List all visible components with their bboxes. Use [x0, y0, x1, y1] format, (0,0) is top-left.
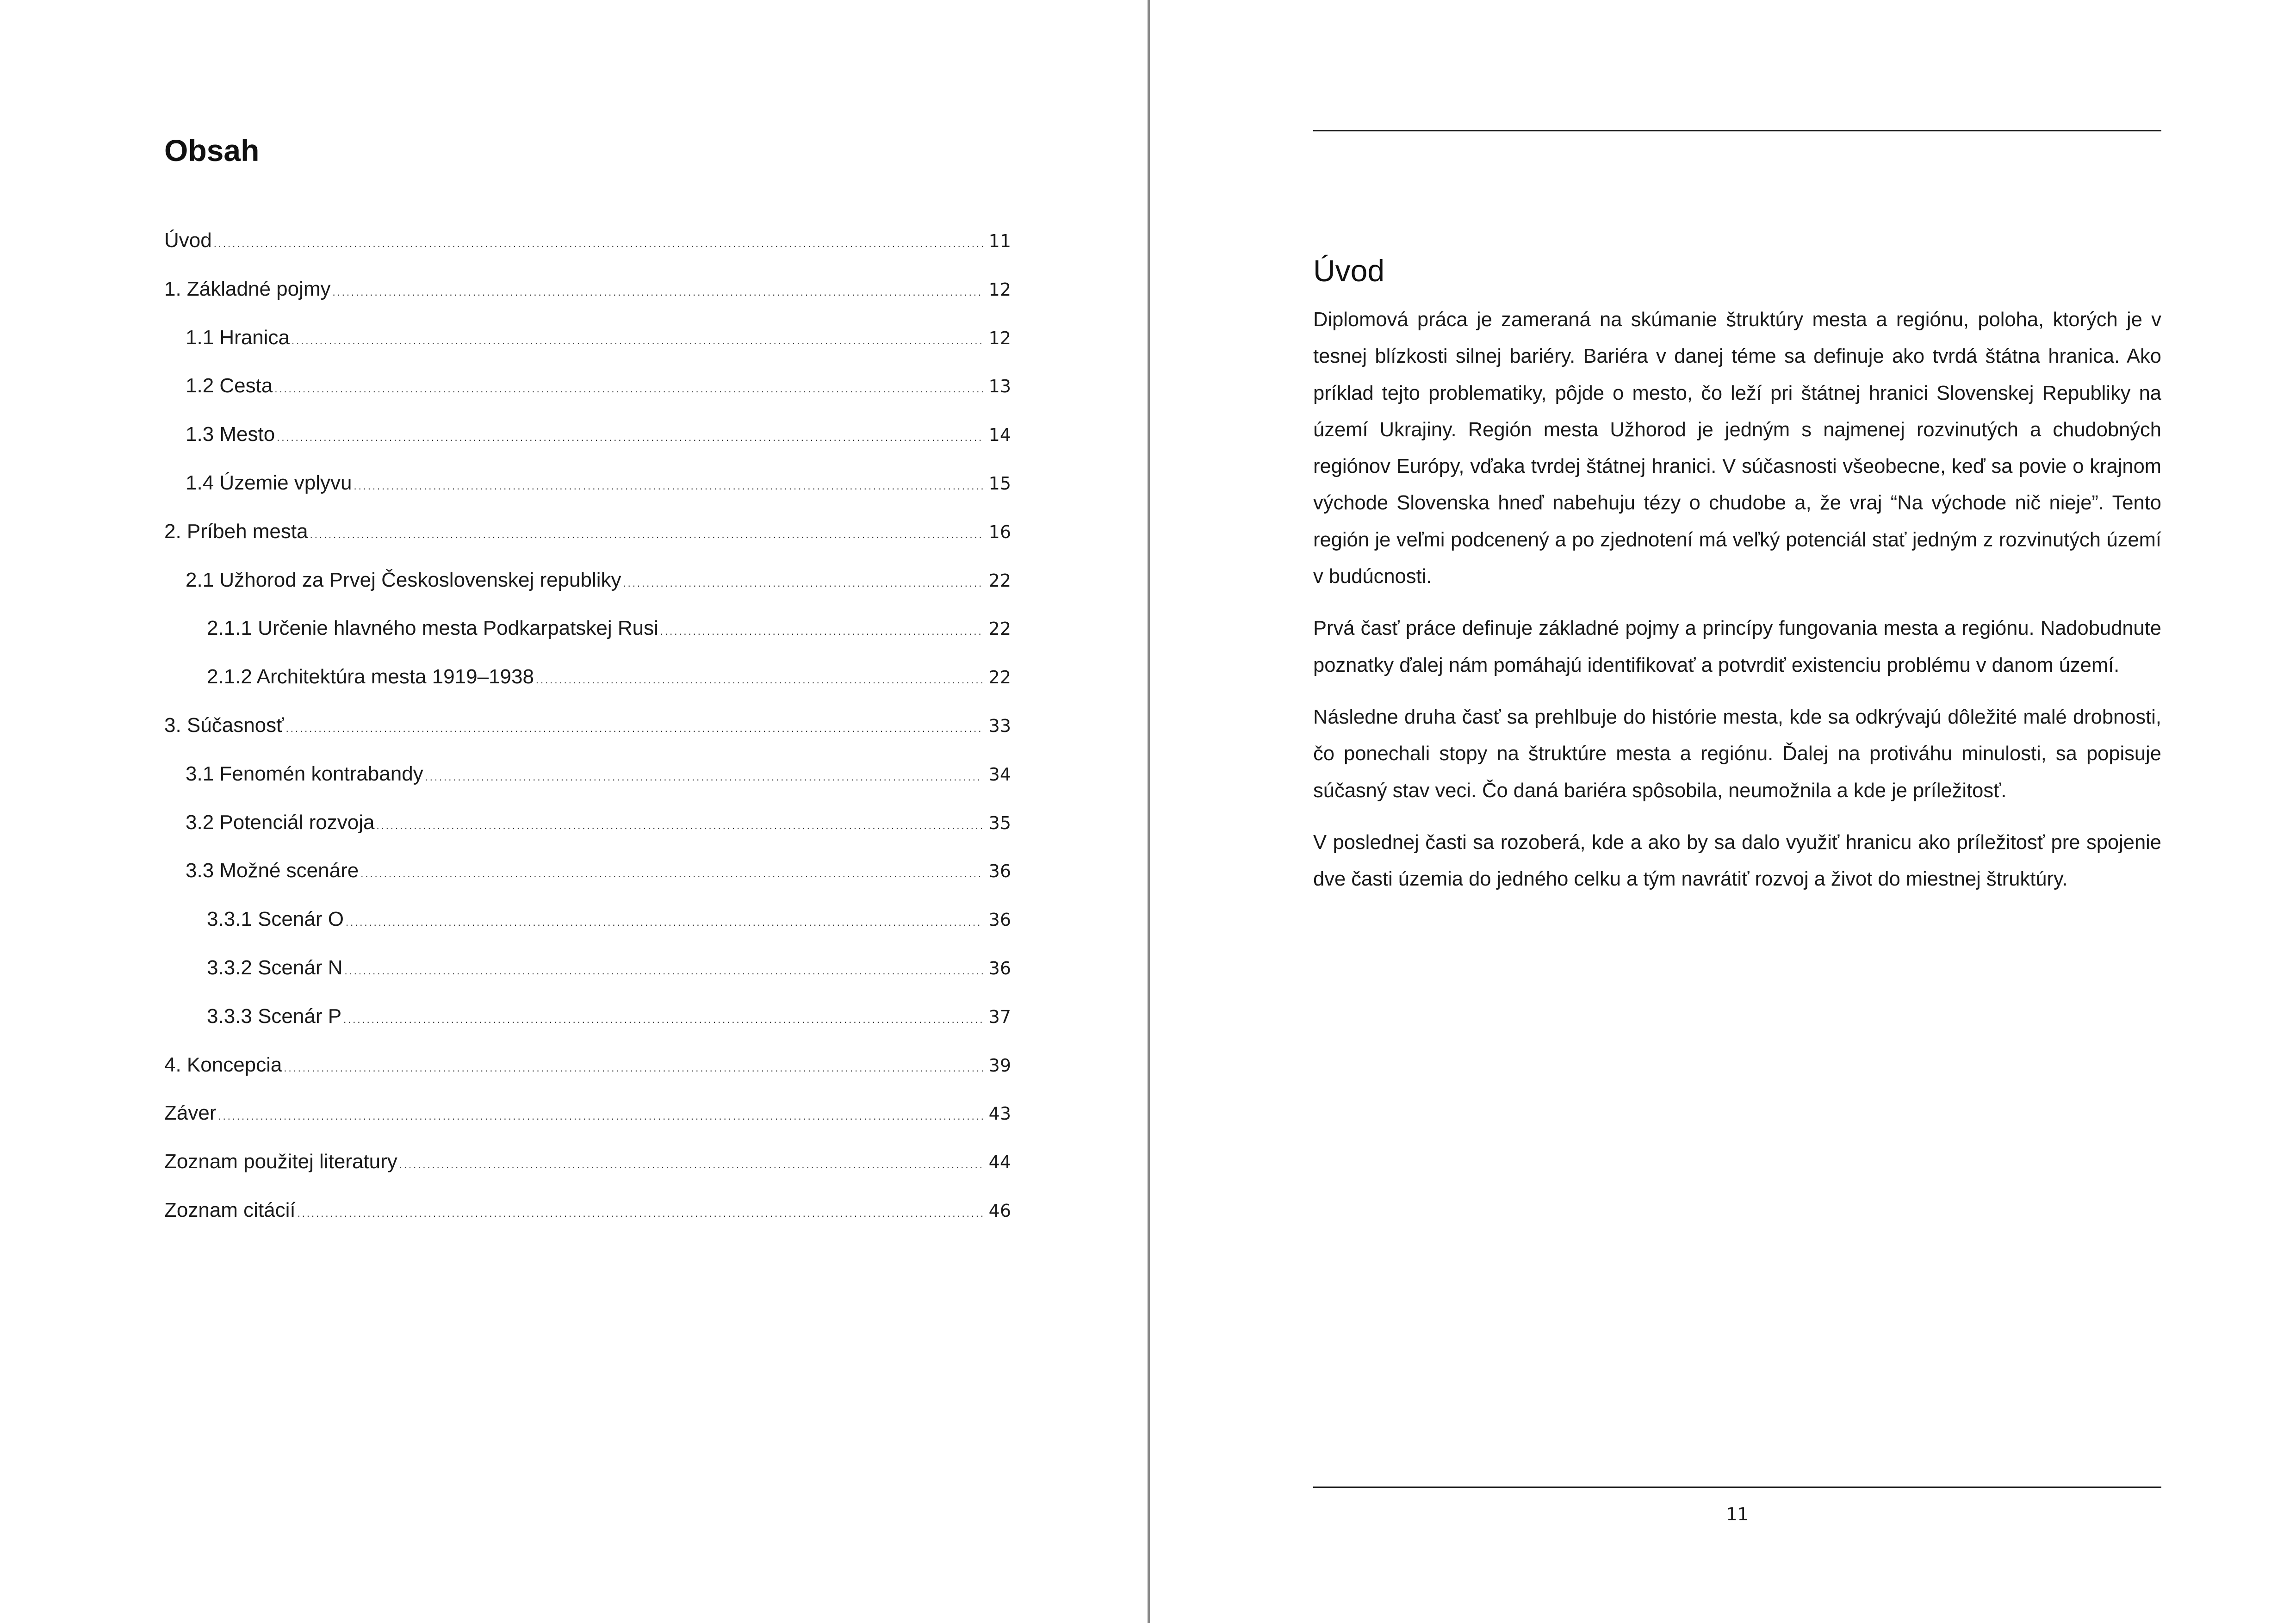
- toc-dot-leader: [623, 570, 983, 597]
- toc-entry-label: 3.3 Možné scenáre: [186, 859, 359, 882]
- toc-entry-label: 3.3.1 Scenár O: [207, 908, 344, 931]
- header-rule: [1313, 130, 2161, 131]
- toc-dot-leader: [214, 230, 983, 258]
- toc-entry[interactable]: [164, 663, 1011, 712]
- toc-entry-page: 44: [988, 1152, 1011, 1173]
- toc-dot-leader: [274, 375, 983, 403]
- toc-entry-page: 36: [988, 910, 1011, 930]
- toc-entry[interactable]: [164, 857, 1011, 905]
- toc-entry-page: 14: [988, 425, 1011, 446]
- paragraph: V poslednej časti sa rozoberá, kde a ako by sa dalo využiť hranicu ako príležitosť pre spojenie dve časti územia do jedného celku a tým navrátiť rozvoj a život do miestnej štruktúry.: [1313, 831, 2161, 891]
- toc-entry-page: 36: [988, 861, 1011, 882]
- toc-entry[interactable]: [164, 1051, 1011, 1100]
- toc-entry[interactable]: [164, 227, 1011, 275]
- footer-rule: [1313, 1487, 2161, 1488]
- paragraph: Prvá časť práce definuje základné pojmy a princípy fungovania mesta a regiónu. Nadobudnute poznatky ďalej nám pomáhajú identifikovať a potvrdiť existenciu problému v danom území.: [1313, 617, 2161, 676]
- body-text: [1313, 302, 2161, 913]
- toc-dot-leader: [354, 472, 983, 500]
- toc-dot-leader: [346, 909, 983, 936]
- toc-entry-label: 3. Súčasnosť: [164, 713, 284, 737]
- toc-entry-label: 2.1 Užhorod za Prvej Československej republiky: [186, 568, 621, 591]
- toc-entry[interactable]: [164, 809, 1011, 857]
- toc-entry[interactable]: [164, 614, 1011, 663]
- toc-entry[interactable]: [164, 1196, 1011, 1245]
- toc-entry[interactable]: [164, 760, 1011, 809]
- toc-entry[interactable]: [164, 712, 1011, 760]
- toc-entry-page: 46: [988, 1200, 1011, 1221]
- toc-entry-page: 11: [988, 231, 1011, 251]
- toc-entry-page: 35: [988, 812, 1011, 833]
- toc-entry-label: Úvod: [164, 229, 212, 252]
- page-number: 11: [1726, 1504, 1749, 1524]
- toc-entry-page: 12: [988, 279, 1011, 300]
- toc-dot-leader: [376, 812, 983, 840]
- toc-entry-page: 16: [988, 521, 1011, 542]
- toc-entry-label: 3.3.3 Scenár P: [207, 1004, 342, 1028]
- toc-entry-page: 37: [988, 1006, 1011, 1027]
- toc-entry-label: 2. Príbeh mesta: [164, 520, 308, 543]
- toc-entry[interactable]: [164, 905, 1011, 954]
- toc-entry-label: 2.1.1 Určenie hlavného mesta Podkarpatskej Rusi: [207, 617, 658, 640]
- toc-dot-leader: [284, 1054, 983, 1082]
- toc-entry-page: 34: [988, 764, 1011, 785]
- toc-dot-leader: [425, 763, 983, 791]
- toc-entry-label: 1.2 Cesta: [186, 374, 273, 397]
- section-title: Úvod: [1313, 254, 1385, 288]
- toc-entry-page: 15: [988, 473, 1011, 494]
- toc-dot-leader: [660, 618, 983, 645]
- toc-entry-label: 1.3 Mesto: [186, 423, 275, 446]
- toc-entry-label: 2.1.2 Architektúra mesta 1919–1938: [207, 665, 534, 688]
- toc-dot-leader: [343, 1006, 983, 1034]
- toc-entry-page: 22: [988, 667, 1011, 688]
- page-right: [1150, 0, 2296, 1623]
- toc-entry-page: 39: [988, 1055, 1011, 1076]
- table-of-contents: [164, 227, 1011, 1245]
- toc-dot-leader: [360, 860, 983, 888]
- toc-dot-leader: [298, 1200, 983, 1227]
- toc-title: Obsah: [164, 133, 260, 167]
- toc-entry[interactable]: [164, 1099, 1011, 1148]
- toc-entry-label: 3.3.2 Scenár N: [207, 956, 343, 979]
- toc-dot-leader: [536, 666, 983, 694]
- toc-entry-label: 1. Základné pojmy: [164, 277, 331, 300]
- toc-dot-leader: [333, 279, 983, 306]
- toc-entry-label: Zoznam použitej literatury: [164, 1150, 397, 1173]
- toc-dot-leader: [286, 715, 983, 743]
- toc-entry-page: 12: [988, 328, 1011, 348]
- toc-entry-label: 3.2 Potenciál rozvoja: [186, 811, 375, 834]
- toc-entry-page: 22: [988, 570, 1011, 591]
- toc-dot-leader: [292, 327, 983, 355]
- toc-entry-page: 36: [988, 958, 1011, 979]
- toc-entry-page: 22: [988, 619, 1011, 639]
- toc-entry[interactable]: [164, 372, 1011, 421]
- toc-entry-page: 13: [988, 376, 1011, 397]
- toc-entry[interactable]: [164, 1148, 1011, 1196]
- toc-dot-leader: [399, 1151, 983, 1179]
- toc-dot-leader: [310, 521, 983, 549]
- paragraph: Následne druha časť sa prehlbuje do histórie mesta, kde sa odkrývajú dôležité malé drobnosti, čo ponechali stopy na štruktúre mesta a regiónu. Ďalej na protiváhu minulosti, sa popisuje súčasný stav veci. Čo daná bariéra spôsobila, neumožnila a kde je príležitosť.: [1313, 706, 2161, 802]
- toc-entry-label: 1.1 Hranica: [186, 326, 290, 349]
- toc-entry[interactable]: [164, 1003, 1011, 1051]
- toc-entry[interactable]: [164, 275, 1011, 324]
- toc-entry[interactable]: [164, 421, 1011, 469]
- toc-entry[interactable]: [164, 324, 1011, 372]
- toc-entry-page: 43: [988, 1103, 1011, 1124]
- paragraph: Diplomová práca je zameraná na skúmanie štruktúry mesta a regiónu, poloha, ktorých je v tesnej blízkosti silnej bariéry. Bariéra v danej téme sa definuje ako tvrdá štátna hranica. Ako príklad tejto problematiky, pôjde o mesto, čo leží pri štátnej hranici Slovenskej Republiky na území Ukrajiny. Región mesta Užhorod je jedným s najmenej rozvinutých a chudobných regiónov Európy, vďaka tvrdej štátnej hranici. V súčasnosti všeobecne, keď sa povie o krajnom východe Slovenska hneď nabehuju tézy o chudobe a, že vraj “Na východe nič nieje”. Tento región je veľmi podcenený a po zjednotení má veľký potenciál stať jedným z rozvinutých území v budúcnosti.: [1313, 309, 2161, 588]
- toc-entry-page: 33: [988, 715, 1011, 736]
- toc-entry[interactable]: [164, 954, 1011, 1003]
- toc-dot-leader: [345, 957, 984, 985]
- toc-entry-label: Záver: [164, 1102, 217, 1125]
- toc-entry-label: Zoznam citácií: [164, 1198, 296, 1221]
- toc-entry-label: 3.1 Fenomén kontrabandy: [186, 762, 423, 785]
- toc-entry[interactable]: [164, 469, 1011, 518]
- toc-entry[interactable]: [164, 518, 1011, 566]
- toc-dot-leader: [218, 1103, 983, 1130]
- toc-entry-label: 1.4 Územie vplyvu: [186, 471, 352, 494]
- toc-dot-leader: [277, 424, 983, 452]
- toc-entry-label: 4. Koncepcia: [164, 1053, 282, 1076]
- toc-entry[interactable]: [164, 566, 1011, 615]
